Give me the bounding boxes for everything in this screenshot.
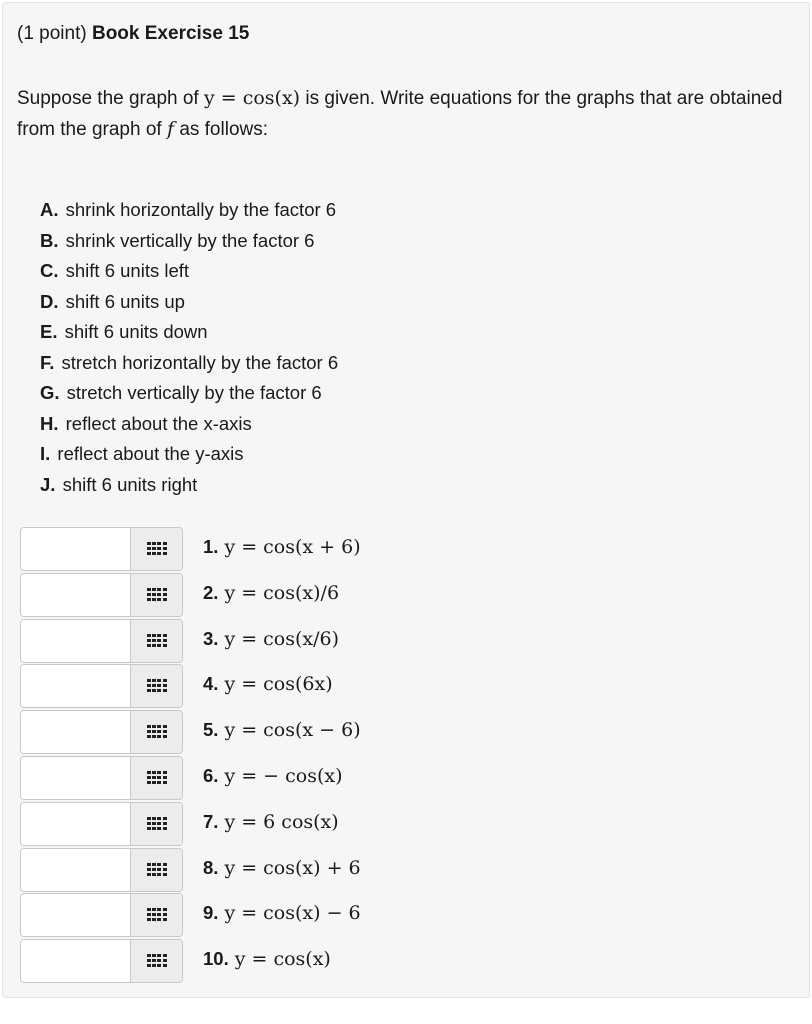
answer-input[interactable] — [21, 528, 131, 570]
option-text: reflect about the y-axis — [57, 443, 244, 464]
answer-number: 10. — [203, 948, 229, 970]
answer-input[interactable] — [21, 620, 131, 662]
answer-input[interactable] — [21, 940, 131, 982]
prompt-function: f — [166, 118, 175, 140]
answer-input[interactable] — [21, 894, 131, 936]
answer-box — [20, 893, 183, 937]
answer-input[interactable] — [21, 711, 131, 753]
letter-picker-button[interactable] — [130, 665, 182, 707]
answer-number: 1. — [203, 536, 219, 557]
letter-picker-button[interactable] — [130, 849, 182, 891]
letter-picker-button[interactable] — [130, 528, 182, 570]
option-item — [40, 317, 338, 348]
equation-text: y = 6 cos(x) — [224, 810, 339, 833]
grid-icon — [147, 954, 167, 968]
answer-box — [20, 710, 183, 754]
options-list — [40, 195, 338, 500]
option-item — [40, 409, 338, 440]
grid-icon — [147, 542, 167, 556]
option-letter: B. — [40, 229, 59, 251]
option-letter: E. — [40, 321, 58, 342]
answer-box — [20, 756, 183, 800]
equation-text: y = − cos(x) — [224, 764, 343, 787]
problem-title — [17, 23, 249, 45]
option-item — [40, 256, 338, 287]
answer-equation — [203, 811, 339, 834]
equation-text: y = cos(x) − 6 — [224, 902, 361, 925]
letter-picker-button[interactable] — [130, 803, 182, 845]
answer-input[interactable] — [21, 665, 131, 707]
answer-box — [20, 848, 183, 892]
equation-text: y = cos(x − 6) — [224, 719, 361, 742]
answer-equation — [203, 857, 361, 880]
equation-text: y = cos(x)/6 — [224, 581, 340, 604]
option-text: reflect about the x-axis — [65, 412, 252, 434]
answer-box — [20, 939, 183, 983]
grid-icon — [147, 908, 167, 922]
option-item — [40, 195, 338, 226]
answer-equation — [203, 673, 333, 696]
answer-number: 7. — [203, 810, 219, 832]
equation-text: y = cos(x) — [234, 948, 331, 971]
option-letter: F. — [40, 351, 55, 373]
problem-prompt — [17, 83, 807, 145]
letter-picker-button[interactable] — [130, 620, 182, 662]
answer-box — [20, 802, 183, 846]
option-item — [40, 378, 338, 409]
exercise-title: Book Exercise 15 — [91, 23, 250, 44]
answer-input[interactable] — [21, 803, 131, 845]
equation-text: y = cos(6x) — [224, 673, 333, 696]
grid-icon — [147, 771, 167, 785]
grid-icon — [147, 588, 167, 602]
answer-equation — [203, 628, 339, 651]
equation-text: y = cos(x) + 6 — [224, 856, 361, 879]
grid-icon — [147, 817, 167, 831]
grid-icon — [147, 679, 167, 693]
answer-box — [20, 573, 183, 617]
answer-equation — [203, 948, 331, 971]
answer-number: 8. — [203, 856, 219, 878]
prompt-after: as follows: — [179, 119, 269, 140]
equation-text: y = cos(x + 6) — [224, 536, 361, 558]
answer-equation — [203, 582, 339, 605]
option-letter: H. — [40, 412, 59, 434]
option-letter: D. — [40, 290, 59, 312]
answer-number: 2. — [203, 581, 219, 603]
option-letter: A. — [40, 199, 59, 220]
option-text: stretch horizontally by the factor 6 — [61, 351, 339, 373]
answer-box — [20, 664, 183, 708]
answer-input[interactable] — [21, 849, 131, 891]
points-label: (1 point) — [17, 23, 87, 44]
grid-icon — [147, 725, 167, 739]
option-text: shrink vertically by the factor 6 — [65, 229, 315, 251]
answer-number: 3. — [203, 627, 219, 649]
letter-picker-button[interactable] — [130, 574, 182, 616]
answer-input[interactable] — [21, 574, 131, 616]
answer-equation — [203, 765, 343, 788]
answer-box — [20, 619, 183, 663]
option-item — [40, 348, 338, 379]
option-text: stretch vertically by the factor 6 — [66, 382, 322, 403]
answer-box — [20, 527, 183, 571]
option-text: shift 6 units down — [64, 321, 208, 342]
grid-icon — [147, 634, 167, 648]
equation-text: y = cos(x/6) — [224, 627, 340, 650]
answer-number: 5. — [203, 719, 219, 741]
letter-picker-button[interactable] — [130, 940, 182, 982]
option-text: shift 6 units right — [62, 473, 198, 495]
letter-picker-button[interactable] — [130, 894, 182, 936]
answer-input[interactable] — [21, 757, 131, 799]
option-letter: C. — [40, 260, 59, 281]
letter-picker-button[interactable] — [130, 711, 182, 753]
option-letter: G. — [40, 382, 60, 403]
prompt-equation: y = cos(x) — [203, 87, 301, 109]
option-item — [40, 287, 338, 318]
prompt-before: Suppose the graph of — [17, 88, 199, 109]
option-item — [40, 226, 338, 257]
option-letter: I. — [40, 443, 51, 464]
answer-number: 9. — [203, 902, 219, 924]
prompt-middle: is given. Write equations for the graphs that are obtained from the graph of — [17, 88, 783, 140]
answer-equation — [203, 719, 361, 742]
grid-icon — [147, 863, 167, 877]
answer-number: 6. — [203, 764, 219, 786]
option-text: shrink horizontally by the factor 6 — [65, 199, 337, 220]
answer-equation — [203, 902, 361, 925]
answer-number: 4. — [203, 673, 219, 695]
option-item — [40, 470, 338, 501]
answer-equation — [203, 536, 361, 559]
option-text: shift 6 units left — [65, 260, 190, 281]
option-text: shift 6 units up — [65, 290, 185, 312]
option-item — [40, 439, 338, 470]
letter-picker-button[interactable] — [130, 757, 182, 799]
option-letter: J. — [40, 473, 56, 495]
